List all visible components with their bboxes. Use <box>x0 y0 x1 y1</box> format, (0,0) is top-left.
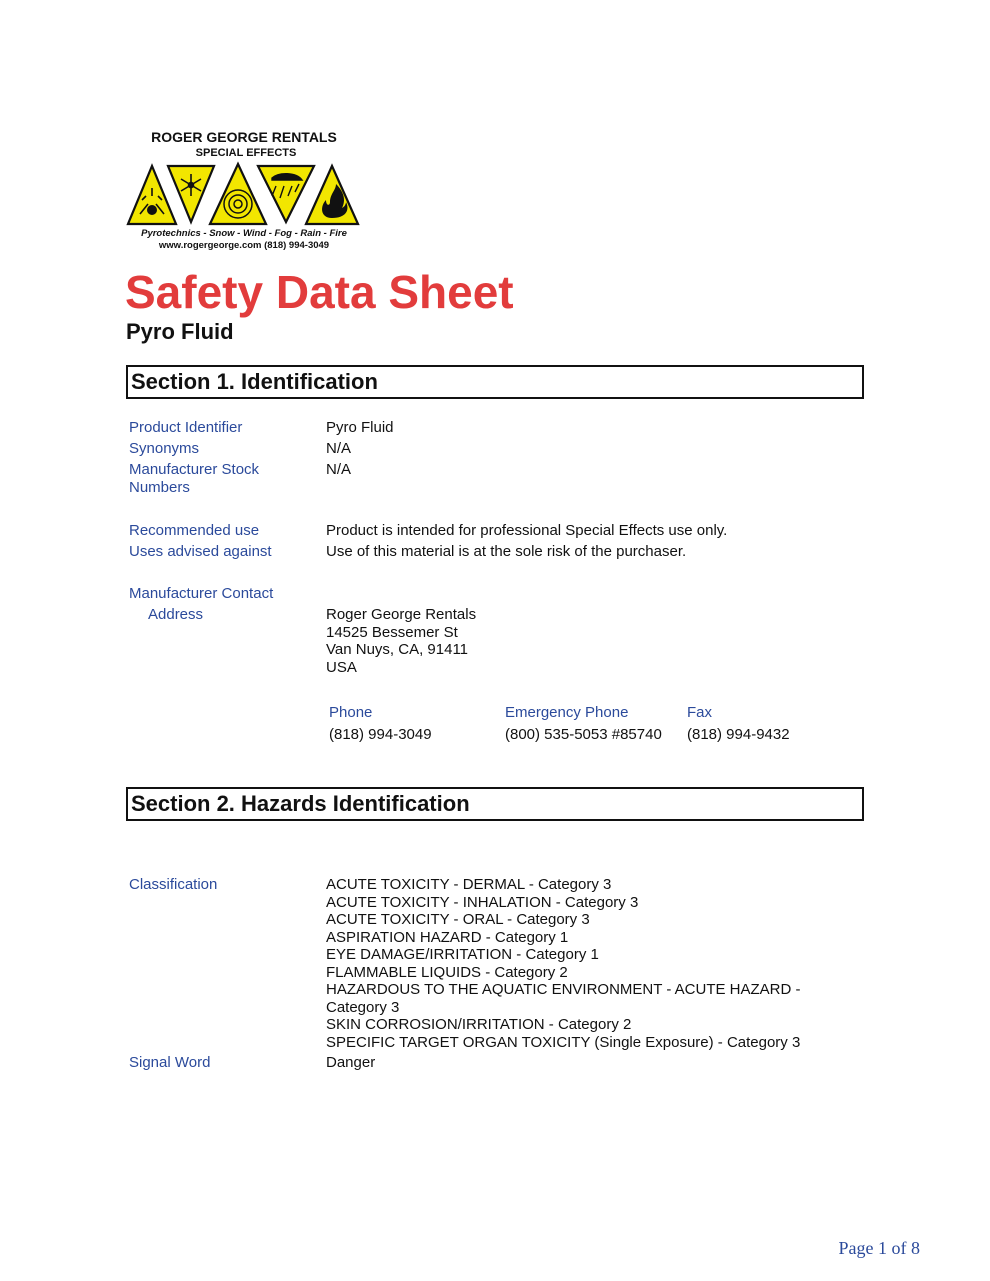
classification-item: EYE DAMAGE/IRRITATION - Category 1 <box>326 946 599 963</box>
classification-item: ASPIRATION HAZARD - Category 1 <box>326 928 569 946</box>
section-2-header <box>126 787 864 821</box>
classification-item: ACUTE TOXICITY - DERMAL - Category 3 <box>326 876 612 893</box>
fax-label: Fax <box>687 704 713 721</box>
address-line: Roger George Rentals <box>326 606 477 623</box>
classification-item: Category 3 <box>326 998 400 1016</box>
classification-label: Classification <box>129 876 218 893</box>
classification-item: HAZARDOUS TO THE AQUATIC ENVIRONMENT - ACUTE HAZARD - <box>326 981 801 998</box>
product-name-heading: Pyro Fluid <box>126 319 234 344</box>
logo-division: SPECIAL EFFECTS <box>195 147 297 159</box>
company-logo <box>124 126 364 250</box>
stock-numbers-label-line1: Manufacturer Stock <box>129 461 260 478</box>
phone-value: (818) 994-3049 <box>329 726 432 743</box>
recommended-use-label: Recommended use <box>129 522 260 539</box>
product-identifier-value: Pyro Fluid <box>326 419 394 436</box>
page-number: Page 1 of 8 <box>838 1238 920 1258</box>
address-line: Van Nuys, CA, 91411 <box>326 641 469 658</box>
manufacturer-contact-label: Manufacturer Contact <box>129 585 274 602</box>
uses-advised-against-value: Use of this material is at the sole risk of the purchaser. <box>326 543 687 560</box>
address-line: USA <box>326 658 357 676</box>
logo-company-name: ROGER GEORGE RENTALS <box>151 129 337 145</box>
synonyms-value: N/A <box>326 440 352 457</box>
classification-item: ACUTE TOXICITY - ORAL - Category 3 <box>326 911 590 928</box>
product-identifier-label: Product Identifier <box>129 419 243 436</box>
stock-numbers-value: N/A <box>326 461 352 478</box>
section-1-header <box>126 365 864 399</box>
classification-list <box>326 876 801 1051</box>
signal-word-label: Signal Word <box>129 1054 211 1071</box>
phone-label: Phone <box>329 704 373 721</box>
classification-item: ACUTE TOXICITY - INHALATION - Category 3 <box>326 893 639 911</box>
recommended-use-value: Product is intended for professional Special Effects use only. <box>326 522 728 539</box>
address-block <box>326 606 476 676</box>
uses-advised-against-label: Uses advised against <box>129 543 272 560</box>
emergency-phone-value: (800) 535-5053 #85740 <box>505 726 662 743</box>
classification-item: SKIN CORROSION/IRRITATION - Category 2 <box>326 1016 632 1033</box>
logo-services: Pyrotechnics - Snow - Wind - Fog - Rain - Fire <box>141 228 347 239</box>
stock-numbers-label-line2: Numbers <box>129 479 190 496</box>
section-1-title: Section 1. Identification <box>131 369 378 394</box>
wind-triangle-icon <box>210 164 266 224</box>
fax-value: (818) 994-9432 <box>687 726 790 743</box>
synonyms-label: Synonyms <box>129 440 200 457</box>
document-title: Safety Data Sheet <box>125 266 514 318</box>
classification-item: FLAMMABLE LIQUIDS - Category 2 <box>326 963 568 981</box>
emergency-phone-label: Emergency Phone <box>505 704 629 721</box>
logo-contact: www.rogergeorge.com (818) 994-3049 <box>158 240 330 250</box>
classification-item: SPECIFIC TARGET ORGAN TOXICITY (Single Exposure) - Category 3 <box>326 1033 801 1051</box>
signal-word-value: Danger <box>326 1054 376 1071</box>
address-label: Address <box>148 606 204 623</box>
address-line: 14525 Bessemer St <box>326 623 458 641</box>
section-2-title: Section 2. Hazards Identification <box>131 791 470 816</box>
